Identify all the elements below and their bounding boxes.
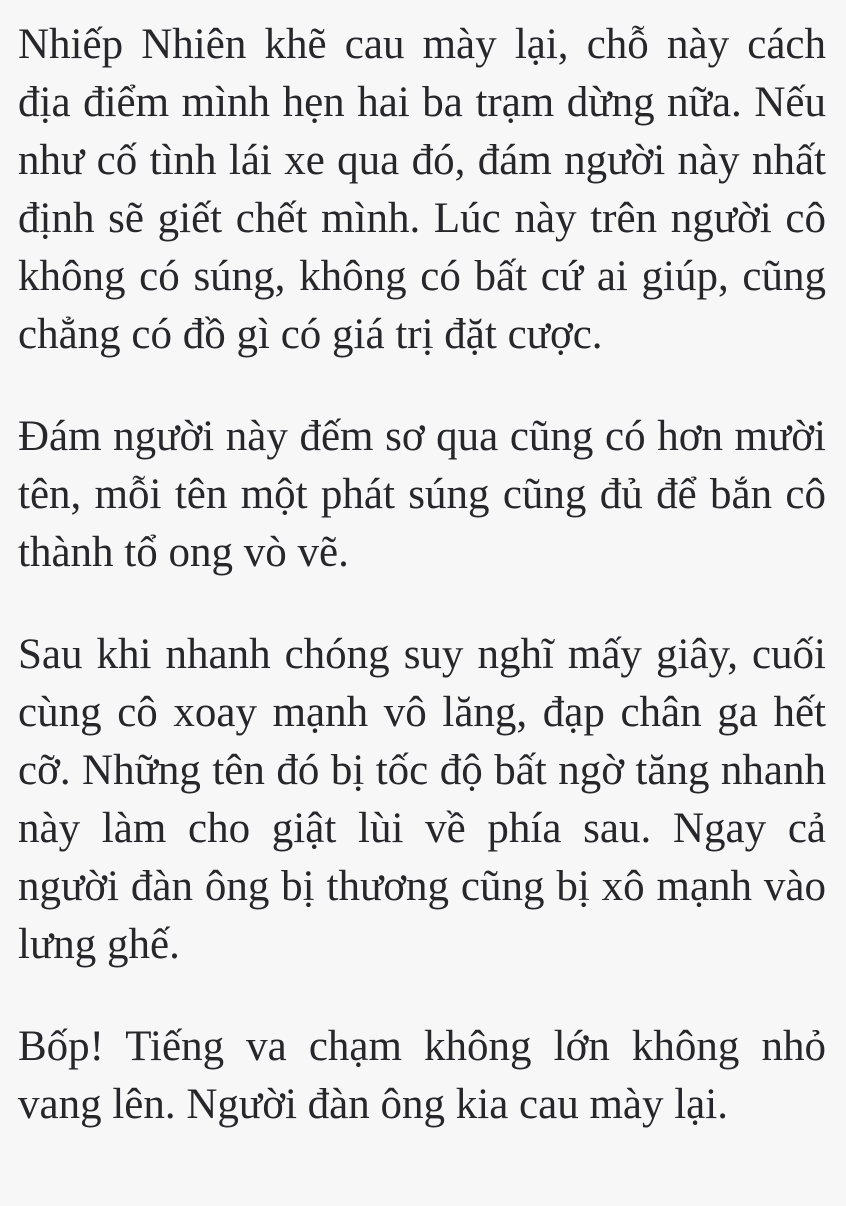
paragraph-2: Đám người này đếm sơ qua cũng có hơn mười tên, mỗi tên một phát súng cũng đủ để bắn cô thành tổ ong vò vẽ. xyxy=(18,413,826,576)
paragraph-1: Nhiếp Nhiên khẽ cau mày lại, chỗ này cách địa điểm mình hẹn hai ba trạm dừng nữa. Nếu như cố tình lái xe qua đó, đám người này nhất định sẽ giết chết mình. Lúc này trên người cô không có súng, không có bất cứ ai giúp, cũng chẳng có đồ gì có giá trị đặt cược. xyxy=(18,21,826,358)
paragraph-4: Bốp! Tiếng va chạm không lớn không nhỏ vang lên. Người đàn ông kia cau mày lại. xyxy=(18,1023,826,1128)
chapter-text xyxy=(18,16,826,1134)
paragraph-3: Sau khi nhanh chóng suy nghĩ mấy giây, cuối cùng cô xoay mạnh vô lăng, đạp chân ga hết cỡ. Những tên đó bị tốc độ bất ngờ tăng nhanh này làm cho giật lùi về phía sau. Ngay cả người đàn ông bị thương cũng bị xô mạnh vào lưng ghế. xyxy=(18,631,826,968)
